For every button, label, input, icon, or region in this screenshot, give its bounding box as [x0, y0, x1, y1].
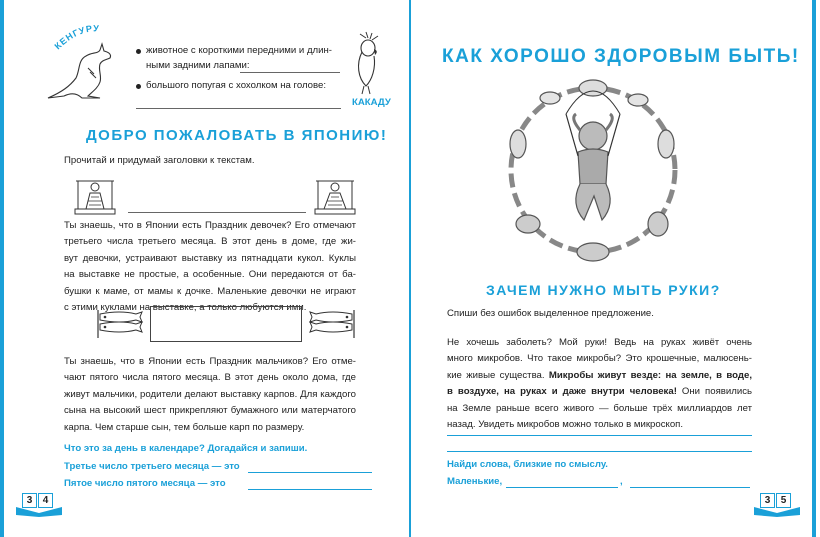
page-digit: 3: [22, 493, 37, 508]
synonym-line[interactable]: [630, 487, 750, 488]
text-line: вут девочки, устраивают выставку из пятнадцати кукол. Куклы: [64, 252, 356, 264]
book-icon: [752, 503, 802, 517]
kangaroo-label-arc: [52, 22, 116, 52]
answer-line[interactable]: [248, 472, 372, 473]
text-line: с этими куклами на выставке, а только любуются ими.: [64, 302, 307, 313]
text-segment: Не хочешь заболеть? Мой руки! Ведь на руках живёт очень: [447, 337, 752, 348]
page-number-right: [760, 493, 791, 508]
calendar-question: Что это за день в календаре? Догадайся и запиши.: [64, 443, 308, 454]
text-segment: на Земле раньше всего живого — больше трёх миллиардов лет: [447, 402, 752, 414]
text-line: [447, 368, 752, 384]
clue-1b-text: ными задними лапами:: [146, 60, 250, 71]
left-page-title: ДОБРО ПОЖАЛОВАТЬ В ЯПОНИЮ!: [86, 127, 388, 144]
copy-instruction: Спиши без ошибок выделенное предложение.: [447, 308, 654, 319]
page-digit: 4: [38, 493, 53, 508]
text-line: [447, 351, 752, 367]
answer-line[interactable]: [136, 108, 341, 109]
bullet: [136, 49, 141, 54]
kangaroo-label: КЕНГУРУ: [52, 23, 100, 52]
doll-illustration: [72, 175, 118, 215]
doll-illustration: [312, 175, 358, 215]
text-segment: Они появились: [676, 386, 752, 398]
highlighted-sentence: в воздухе, на руках и даже внутри человека!: [447, 386, 677, 398]
text-segment: назад. Увидеть микробов можно только в микроскоп.: [447, 419, 684, 430]
clue-2-text: большого попугая с хохолком на голове:: [146, 80, 326, 91]
right-page-subtitle: ЗАЧЕМ НУЖНО МЫТЬ РУКИ?: [486, 282, 721, 298]
text-line: третьего числа третьего месяца. В этот день в доме, где жи-: [64, 236, 356, 248]
text-segment: много микробов. Что такое микробы? Это крошечные, малюсень-: [447, 353, 752, 365]
copy-line[interactable]: [447, 451, 752, 452]
book-icon: [14, 503, 64, 517]
answer-line[interactable]: [248, 489, 372, 490]
highlighted-sentence: Микробы живут везде: на земле, в воде,: [548, 369, 752, 381]
girl-jump-rope-illustration: [498, 74, 688, 266]
answer-prompt-1: Третье число третьего месяца — это: [64, 461, 240, 472]
cockatoo-illustration: [348, 34, 388, 94]
synonyms-word: Маленькие,: [447, 476, 503, 487]
text-line: чают пятого числа пятого месяца. В этот день около дома, где: [64, 372, 356, 384]
text-line: бушки к маме, от мамы к дочке. Маленькие девочки не играют: [64, 285, 356, 297]
instruction-text: Прочитай и придумай заголовки к текстам.: [64, 155, 255, 166]
text-line: Ты знаешь, что в Японии есть Праздник девочек? Его отмечают: [64, 220, 356, 231]
title-answer-box[interactable]: [150, 306, 302, 342]
text-line: Ты знаешь, что в Японии есть Праздник мальчиков? Его отме-: [64, 356, 356, 367]
text-line: [447, 384, 752, 400]
answer-line[interactable]: [240, 72, 340, 73]
page-spine: [409, 0, 411, 537]
right-page-title: КАК ХОРОШО ЗДОРОВЫМ БЫТЬ!: [442, 46, 800, 67]
cockatoo-label: КАКАДУ: [352, 97, 391, 108]
text-line: сына на высокий шест прикрепляют бумажного или матерчатого: [64, 405, 356, 417]
copy-line[interactable]: [447, 435, 752, 436]
text-line: [447, 401, 752, 417]
clue-1-text: животное с короткими передними и длин-: [146, 45, 332, 56]
text-line: [447, 417, 752, 433]
page-number-left: [22, 493, 53, 508]
title-answer-line[interactable]: [128, 212, 306, 213]
text-segment: кие живые существа.: [447, 369, 549, 381]
carp-banner-illustration: [96, 308, 144, 338]
page-digit: 3: [760, 493, 775, 508]
svg-text:КЕНГУРУ: [53, 23, 100, 51]
synonyms-comma: ,: [620, 476, 623, 487]
page-digit: 5: [776, 493, 791, 508]
answer-prompt-2: Пятое число пятого месяца — это: [64, 478, 226, 489]
text-line: живут мальчики, родители делают выставку карпов. Для каждого: [64, 388, 356, 400]
bullet: [136, 84, 141, 89]
synonym-line[interactable]: [506, 487, 618, 488]
text-line: [447, 335, 752, 351]
carp-banner-illustration: [308, 308, 356, 338]
synonyms-task: Найди слова, близкие по смыслу.: [447, 459, 608, 470]
text-line: карпа. Чем старше сын, тем больше карп по размеру.: [64, 421, 305, 433]
text-line: на выставке не простые, а особенные. Они передаются от ба-: [64, 269, 356, 281]
